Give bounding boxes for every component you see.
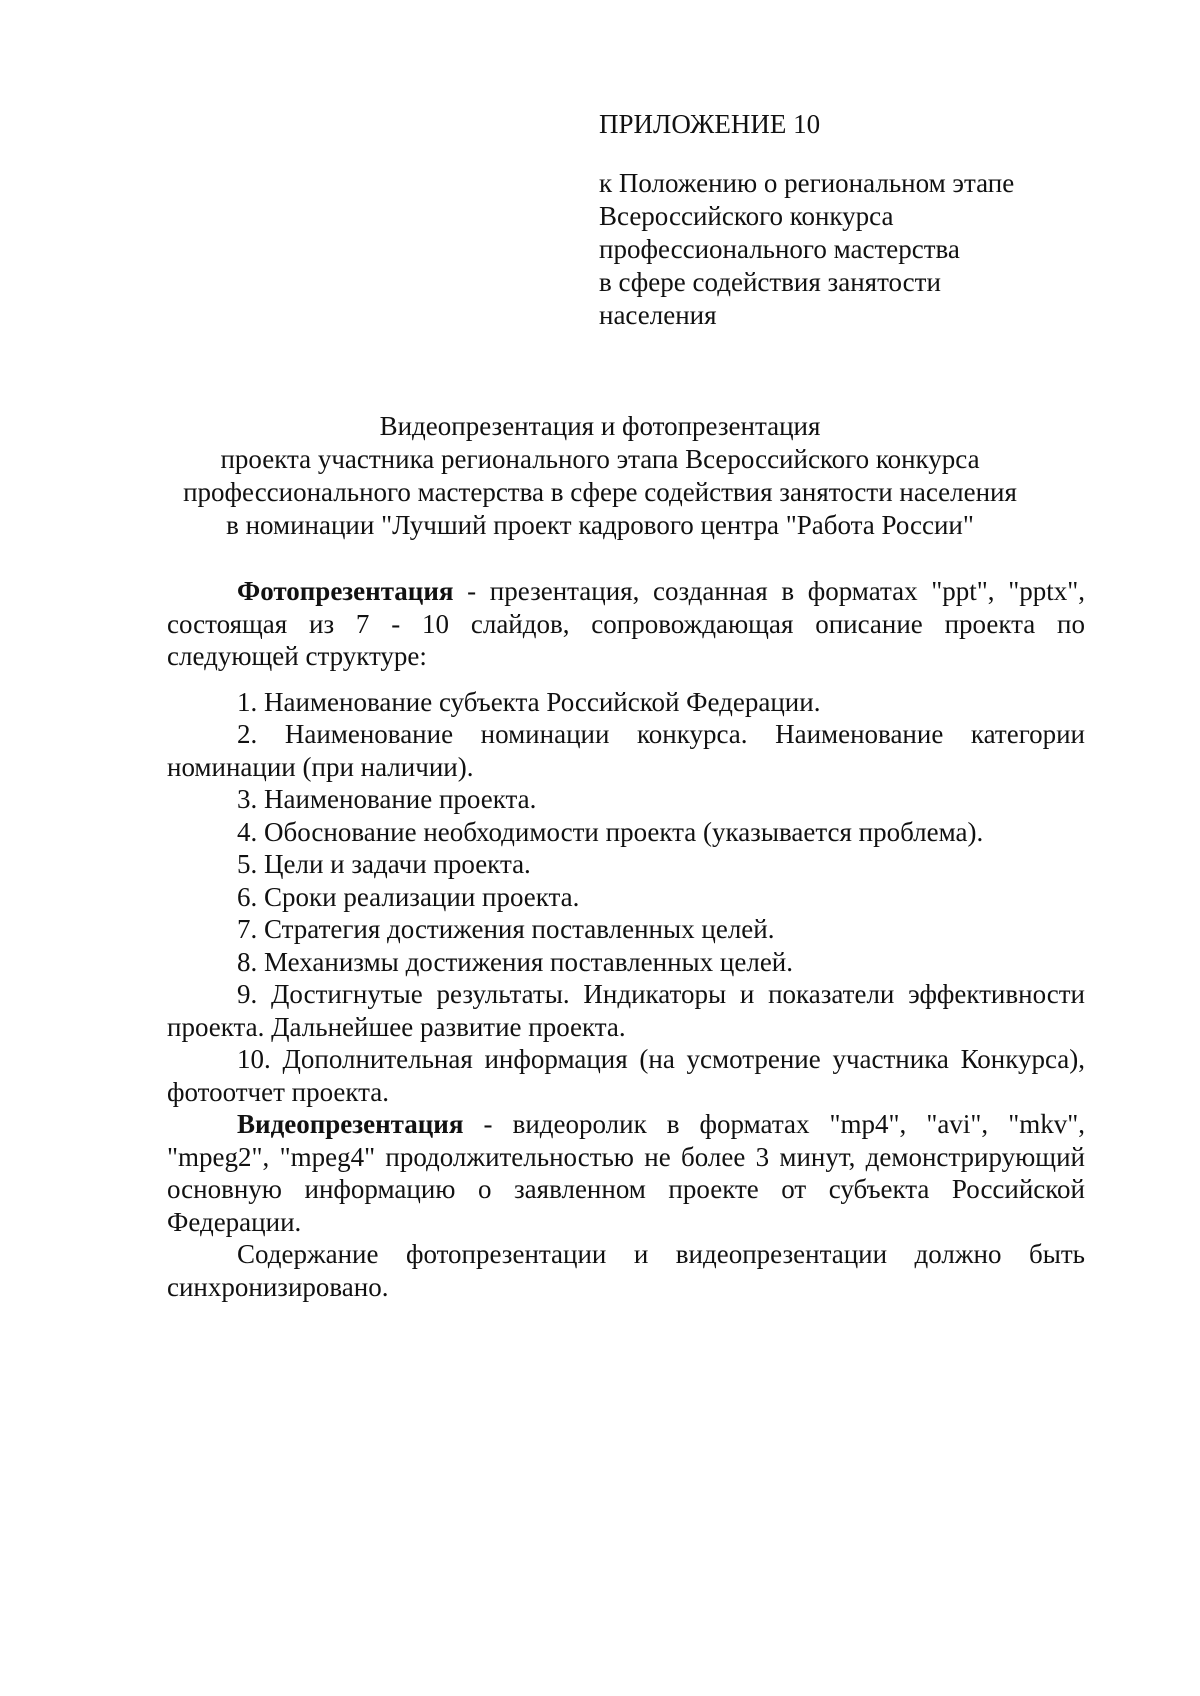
appendix-reference-line: населения (599, 300, 717, 330)
structure-item: 4. Обоснование необходимости проекта (указывается проблема). (237, 816, 984, 847)
heading-line: проекта участника регионального этапа Всероссийского конкурса (220, 444, 980, 474)
structure-item: 8. Механизмы достижения поставленных целей. (237, 946, 794, 977)
video-presentation-paragraph (167, 1108, 1085, 1238)
document-heading (140, 410, 1060, 542)
structure-item: 3. Наименование проекта. (237, 784, 537, 814)
structure-item: 10. Дополнительная информация (на усмотрение участника Конкурса), фотоотчет проекта. (167, 1044, 1085, 1107)
appendix-reference-line: к Положению о региональном этапе (599, 168, 1015, 198)
closing-paragraph: Содержание фотопрезентации и видеопрезентации должно быть синхронизировано. (167, 1239, 1085, 1302)
appendix-title: ПРИЛОЖЕНИЕ 10 (599, 109, 821, 139)
heading-line: в номинации "Лучший проект кадрового центра "Работа России" (226, 510, 974, 540)
heading-line: профессионального мастерства в сфере содействия занятости населения (183, 477, 1017, 507)
video-presentation-term: Видеопрезентация (237, 1109, 464, 1139)
document-body (167, 575, 1085, 1303)
structure-item: 7. Стратегия достижения поставленных целей. (237, 914, 775, 944)
photo-presentation-term: Фотопрезентация (237, 576, 454, 606)
appendix-reference-line: в сфере содействия занятости (599, 267, 941, 297)
structure-item: 6. Сроки реализации проекта. (237, 881, 580, 912)
structure-item: 2. Наименование номинации конкурса. Наименование категории номинации (при наличии). (167, 719, 1085, 782)
structure-item: 1. Наименование субъекта Российской Федерации. (237, 686, 821, 717)
structure-item: 5. Цели и задачи проекта. (237, 849, 531, 879)
photo-presentation-paragraph (167, 575, 1085, 673)
appendix-reference-line: профессионального мастерства (599, 234, 960, 264)
video-presentation-text: - видеоролик в форматах "mp4", "avi", "mkv", "mpeg2", "mpeg4" продолжительностью не более 3 минут, демонстрирующий основную информацию о заявленном проекте от субъекта Российской Федерации. (167, 1109, 1085, 1237)
appendix-reference-line: Всероссийского конкурса (599, 201, 894, 231)
photo-presentation-text: - презентация, созданная в форматах "ppt", "pptx", состоящая из 7 - 10 слайдов, сопровождающая описание проекта по следующей структуре: (167, 576, 1085, 671)
appendix-block (599, 108, 1159, 332)
appendix-reference (599, 167, 1159, 332)
heading-line: Видеопрезентация и фотопрезентация (379, 411, 821, 441)
structure-item: 9. Достигнутые результаты. Индикаторы и показатели эффективности проекта. Дальнейшее развитие проекта. (167, 979, 1085, 1042)
